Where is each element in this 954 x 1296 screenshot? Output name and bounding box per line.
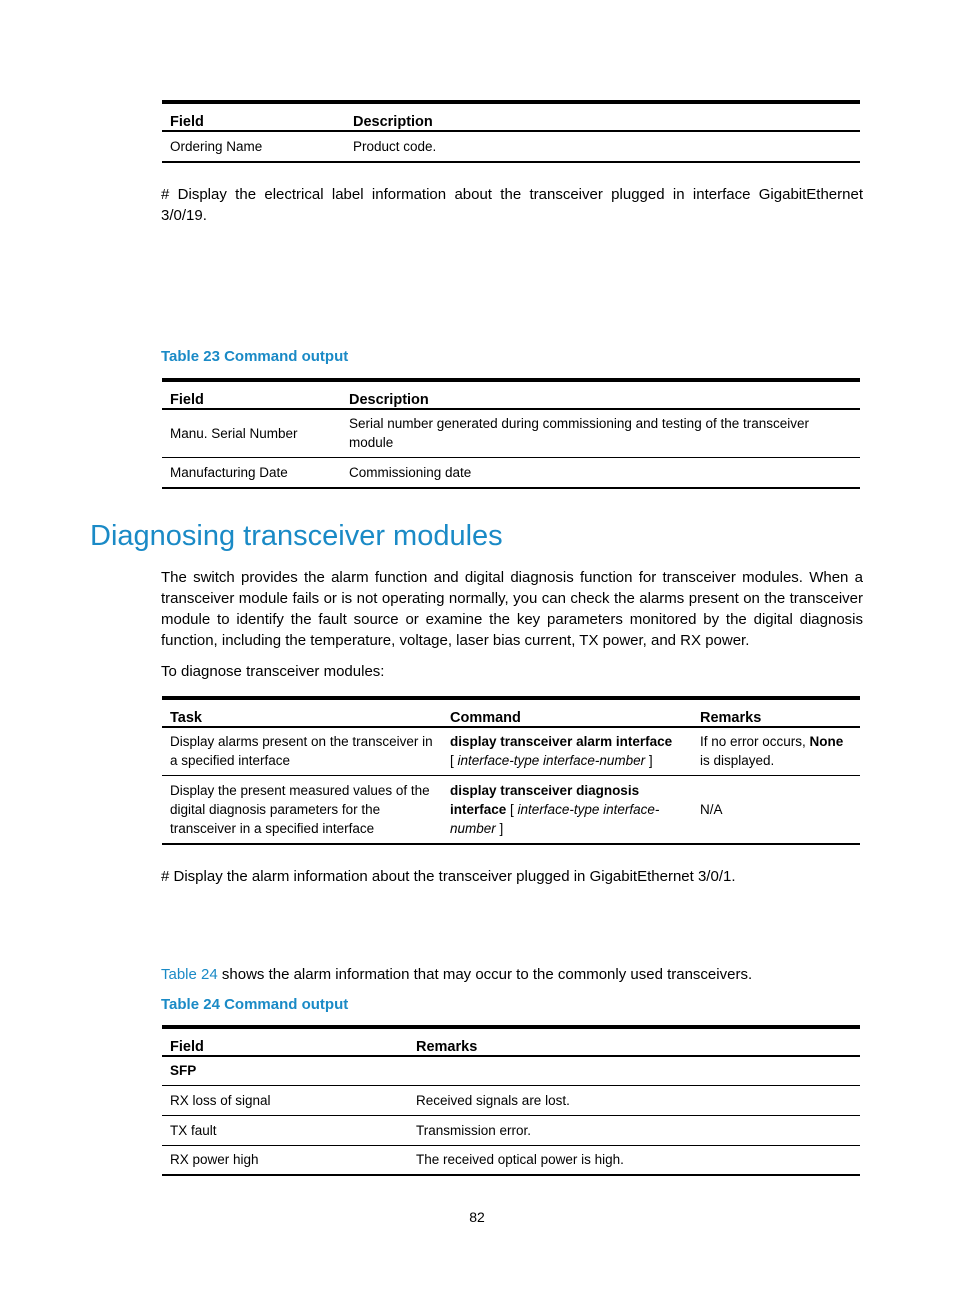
- table-row: [162, 1115, 860, 1145]
- table-header: Field: [162, 1027, 408, 1056]
- table-cell: Transmission error.: [408, 1115, 860, 1145]
- task-command-table: [162, 696, 860, 845]
- bracket-close: ]: [645, 753, 653, 769]
- table-row: [162, 1085, 860, 1115]
- table-row: [162, 727, 860, 775]
- table-row: [162, 409, 860, 457]
- table-header: Remarks: [408, 1027, 860, 1056]
- table-cell: Manu. Serial Number: [162, 409, 341, 457]
- table-cell: Product code.: [345, 131, 860, 162]
- table-cell: Manufacturing Date: [162, 457, 341, 488]
- table-cell: Ordering Name: [162, 131, 345, 162]
- command-cell: [442, 775, 692, 844]
- alarm-info-paragraph: # Display the alarm information about the transceiver plugged in GigabitEthernet 3/0/1.: [161, 868, 736, 885]
- command-cell: [442, 727, 692, 775]
- table-header: Field: [162, 102, 345, 131]
- table-cell: RX power high: [162, 1145, 408, 1175]
- table-header: Field: [162, 380, 341, 409]
- table-cell: [408, 1056, 860, 1085]
- table-cell: Received signals are lost.: [408, 1085, 860, 1115]
- table-header: Command: [442, 698, 692, 727]
- remarks-cell: [692, 727, 860, 775]
- remark-text: If no error occurs,: [700, 734, 810, 750]
- remark-keyword: None: [809, 734, 844, 750]
- page-number: 82: [469, 1209, 485, 1225]
- table-23-caption: Table 23 Command output: [161, 348, 349, 365]
- bracket-open: [: [506, 801, 518, 817]
- table-cell: RX loss of signal: [162, 1085, 408, 1115]
- task-cell: Display the present measured values of the digital diagnosis parameters for the transceiver in a specified interface: [162, 775, 442, 844]
- intro-paragraph: The switch provides the alarm function and digital diagnosis function for transceiver modules. When a transceiver module fails or is not operating normally, you can check the alarms present on the transceiver module to identify the fault source or examine the key parameters monitored by the digital diagnosis function, including the temperature, voltage, laser bias current, TX power, and RX power.: [161, 569, 863, 649]
- table-group-row: [162, 1056, 860, 1085]
- table-header: Description: [341, 380, 860, 409]
- command-keyword: display transceiver alarm interface: [450, 734, 673, 750]
- remarks-cell: N/A: [692, 775, 860, 844]
- electrical-label-paragraph: # Display the electrical label information about the transceiver plugged in interface GigabitEthernet 3/0/19.: [161, 186, 863, 224]
- table-24-reference-paragraph: [161, 964, 863, 985]
- table-cell: The received optical power is high.: [408, 1145, 860, 1175]
- bracket-open: [: [450, 753, 458, 769]
- table-row: [162, 1145, 860, 1175]
- section-heading: Diagnosing transceiver modules: [90, 520, 503, 552]
- table-header: Task: [162, 698, 442, 727]
- command-keyword: display transceiver diagnosis interface: [450, 782, 640, 817]
- table-cell: Commissioning date: [341, 457, 860, 488]
- table-header: Description: [345, 102, 860, 131]
- table-row: [162, 131, 860, 162]
- field-description-table-top: [162, 100, 860, 163]
- task-cell: Display alarms present on the transceiver in a specified interface: [162, 727, 442, 775]
- table-24-link[interactable]: Table 24: [161, 966, 218, 983]
- table-23: [162, 378, 860, 489]
- table-cell: Serial number generated during commissioning and testing of the transceiver module: [341, 409, 860, 457]
- table-cell: TX fault: [162, 1115, 408, 1145]
- table-24-caption: Table 24 Command output: [161, 996, 349, 1013]
- remark-text: is displayed.: [700, 753, 775, 769]
- bracket-close: ]: [495, 820, 504, 836]
- command-argument: interface-type interface-number: [450, 801, 660, 836]
- reference-text: shows the alarm information that may occur to the commonly used transceivers.: [217, 966, 753, 983]
- command-argument: interface-type interface-number: [457, 753, 646, 769]
- to-diagnose-paragraph: To diagnose transceiver modules:: [161, 663, 385, 680]
- table-row: [162, 457, 860, 488]
- table-24: [162, 1025, 860, 1176]
- group-label: SFP: [162, 1056, 408, 1085]
- table-header: Remarks: [692, 698, 860, 727]
- table-row: [162, 775, 860, 844]
